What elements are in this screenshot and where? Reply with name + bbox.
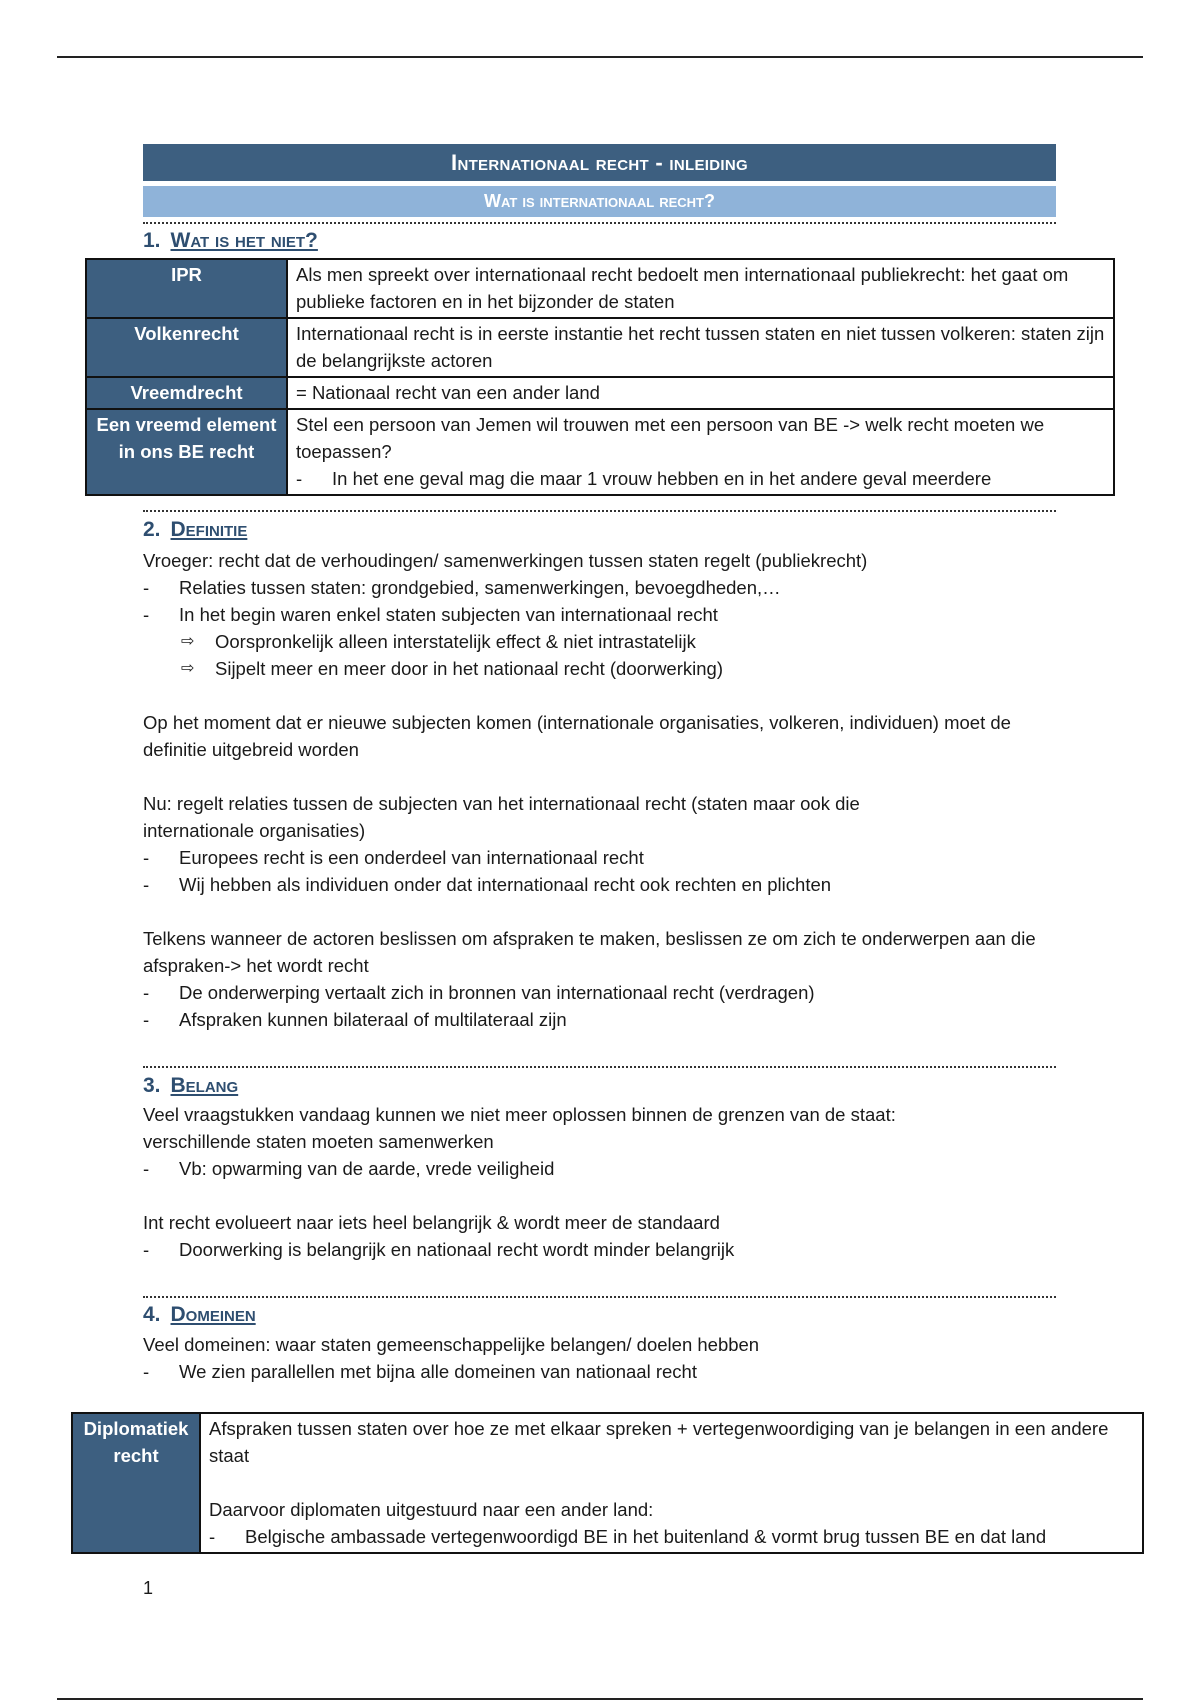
- arrow-icon: ⇨: [181, 633, 195, 650]
- table-row: [86, 377, 1114, 409]
- paragraph: Nu: regelt relaties tussen de subjecten van het internationaal recht (staten maar ook die internationale organisaties): [143, 793, 860, 841]
- list-item: - Vb: opwarming van de aarde, vrede veiligheid: [143, 1155, 1083, 1182]
- table-row: [86, 318, 1114, 377]
- row-text-sub: Daarvoor diplomaten uitgestuurd naar een ander land:: [209, 1499, 654, 1520]
- table-row: [72, 1413, 1143, 1553]
- section-3-body: [143, 1101, 1083, 1263]
- page-number: 1: [143, 1578, 154, 1598]
- row-text-main: Stel een persoon van Jemen wil trouwen met een persoon van BE -> welk recht moeten we toepassen?: [296, 414, 1045, 462]
- list-item: ⇨ Oorspronkelijk alleen interstatelijk effect & niet intrastatelijk: [143, 628, 1083, 655]
- row-text: Internationaal recht is in eerste instantie het recht tussen staten en niet tussen volkeren: staten zijn de belangrijkste actoren: [287, 318, 1114, 377]
- row-text-bullet: - Belgische ambassade vertegenwoordigd BE in het buitenland & vormt brug tussen BE en dat land: [209, 1523, 1134, 1550]
- row-text: [287, 409, 1114, 495]
- section-4-body: [143, 1331, 1083, 1385]
- row-term: Volkenrecht: [86, 318, 287, 377]
- paragraph: Int recht evolueert naar iets heel belangrijk & wordt meer de standaard: [143, 1212, 720, 1233]
- row-text-bullet: - In het ene geval mag die maar 1 vrouw hebben en in het andere geval meerdere: [296, 465, 1105, 492]
- table-row: [86, 409, 1114, 495]
- list-item: - Doorwerking is belangrijk en nationaal recht wordt minder belangrijk: [143, 1236, 1083, 1263]
- list-item: - Europees recht is een onderdeel van internationaal recht: [143, 844, 1083, 871]
- section-3-heading: 3. Belang: [143, 1074, 239, 1097]
- row-term: Vreemdrecht: [86, 377, 287, 409]
- row-text: = Nationaal recht van een ander land: [287, 377, 1114, 409]
- list-item: - Wij hebben als individuen onder dat internationaal recht ook rechten en plichten: [143, 871, 1083, 898]
- row-text-main: Afspraken tussen staten over hoe ze met elkaar spreken + vertegenwoordiging van je belangen in een andere staat: [209, 1418, 1109, 1466]
- list-item: - De onderwerping vertaalt zich in bronnen van internationaal recht (verdragen): [143, 979, 1083, 1006]
- top-rule: [57, 56, 1143, 58]
- row-text: Als men spreekt over internationaal recht bedoelt men internationaal publiekrecht: het gaat om publieke factoren en in het bijzonder de staten: [287, 259, 1114, 318]
- row-term: Een vreemd element in ons BE recht: [86, 409, 287, 495]
- paragraph: Op het moment dat er nieuwe subjecten komen (internationale organisaties, volkeren, individuen) moet de definitie uitgebreid worden: [143, 712, 1011, 760]
- section-divider: [143, 1296, 1056, 1298]
- row-term: Diplomatiek recht: [72, 1413, 200, 1553]
- section-divider: [143, 1066, 1056, 1068]
- section-divider: [143, 222, 1056, 224]
- paragraph: Vroeger: recht dat de verhoudingen/ samenwerkingen tussen staten regelt (publiekrecht): [143, 550, 868, 571]
- list-item: - In het begin waren enkel staten subjecten van internationaal recht: [143, 601, 1083, 628]
- list-item: - Afspraken kunnen bilateraal of multilateraal zijn: [143, 1006, 1083, 1033]
- arrow-icon: ⇨: [181, 660, 195, 677]
- page-title: Internationaal recht - inleiding: [143, 144, 1056, 181]
- section-divider: [143, 510, 1056, 512]
- list-item: ⇨ Sijpelt meer en meer door in het nationaal recht (doorwerking): [143, 655, 1083, 682]
- section-2-body: [143, 547, 1083, 1033]
- table-row: [86, 259, 1114, 318]
- section-1-heading: 1. Wat is het niet?: [143, 229, 318, 252]
- list-item: - Relaties tussen staten: grondgebied, samenwerkingen, bevoegdheden,…: [143, 574, 1083, 601]
- page-subtitle: Wat is internationaal recht?: [143, 186, 1056, 217]
- domain-table: [71, 1412, 1144, 1554]
- row-term: IPR: [86, 259, 287, 318]
- paragraph: Veel domeinen: waar staten gemeenschappelijke belangen/ doelen hebben: [143, 1334, 760, 1355]
- paragraph: Veel vraagstukken vandaag kunnen we niet meer oplossen binnen de grenzen van de staat: verschillende staten moeten samenwerken: [143, 1104, 896, 1152]
- definition-table: [85, 258, 1115, 496]
- row-text: [200, 1413, 1143, 1553]
- section-4-heading: 4. Domeinen: [143, 1303, 256, 1326]
- list-item: - We zien parallellen met bijna alle domeinen van nationaal recht: [143, 1358, 1083, 1385]
- section-2-heading: 2. Definitie: [143, 518, 248, 541]
- paragraph: Telkens wanneer de actoren beslissen om afspraken te maken, beslissen ze om zich te onderwerpen aan die afspraken-> het wordt recht: [143, 928, 1036, 976]
